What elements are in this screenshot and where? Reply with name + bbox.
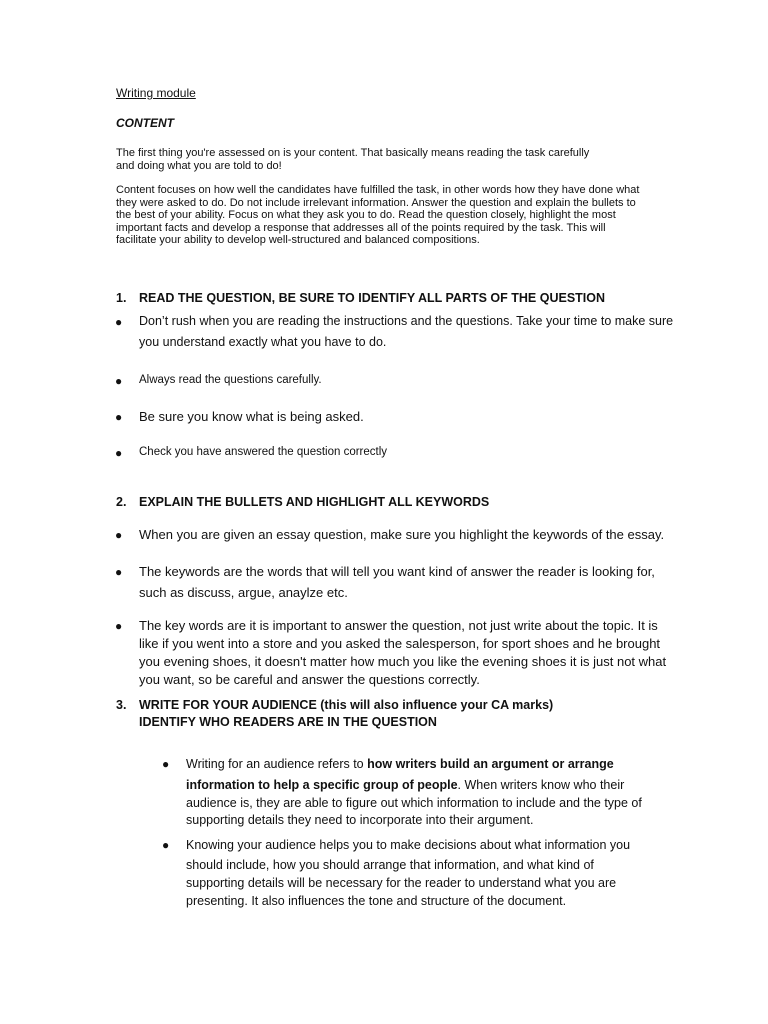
section-3-bullet-1-bold: how writers build an argument or arrange (367, 757, 614, 771)
bullet-icon: ● (115, 528, 123, 542)
section-2-bullet-1: When you are given an essay question, make sure you highlight the keywords of the essay. (139, 527, 665, 542)
bullet-icon: ● (115, 374, 123, 388)
section-1-heading (116, 291, 676, 307)
bullet-icon: ● (115, 410, 123, 424)
section-3-bullet-1-line-4: supporting details they need to incorporate into their argument. (186, 813, 534, 827)
section-1-bullet-1-line-1: Don’t rush when you are reading the instructions and the questions. Take your time to make sure (139, 314, 674, 328)
section-1-bullet-4: Check you have answered the question correctly (139, 446, 388, 458)
intro-paragraph-2-line: Content focuses on how well the candidates have fulfilled the task, in other words how they have done what (116, 184, 640, 196)
section-3-bullet-1-line-2 (186, 778, 624, 792)
section-3-bullet-2-line-3: supporting details will be necessary for the reader to understand what you are (186, 876, 617, 890)
section-2-bullet-3-line-1: The key words are it is important to answer the question, not just write about the topic. It is (139, 618, 658, 633)
intro-paragraph-2-line: facilitate your ability to develop well-structured and balanced compositions. (116, 234, 480, 247)
intro-paragraph-2-line: important facts and develop a response that addresses all of the points required by the task. This will (116, 221, 606, 234)
intro-paragraph-2-line: they were asked to do. Do not include irrelevant information. Answer the question and explain the bullets to (116, 196, 636, 209)
section-1-number: 1. (116, 291, 127, 305)
bullet-icon: ● (162, 757, 170, 771)
bullet-icon: ● (115, 565, 123, 579)
section-3-number: 3. (116, 698, 127, 712)
section-3-bullet-1-line-1 (186, 757, 614, 771)
section-1-bullet-2: Always read the questions carefully. (139, 374, 322, 386)
section-2-bullet-3-line-3: you evening shoes, it doesn't matter how much you like the evening shoes it is just not what (139, 654, 667, 669)
section-2-bullet-3-line-2: like if you went into a store and you asked the salesperson, for sport shoes and he brought (139, 636, 661, 651)
section-3-bullet-1-plain: Writing for an audience refers to (186, 757, 368, 771)
section-1-bullet-3: Be sure you know what is being asked. (139, 409, 364, 424)
intro-paragraph-1-line: and doing what you are told to do! (116, 159, 282, 172)
section-3-heading-line-2: IDENTIFY WHO READERS ARE IN THE QUESTION (139, 715, 437, 729)
intro-paragraph-2-line: the best of your ability. Focus on what they ask you to do. Read the question closely, highlight the most (116, 209, 616, 222)
section-1-heading-text: READ THE QUESTION, BE SURE TO IDENTIFY ALL PARTS OF THE QUESTION (139, 291, 606, 305)
section-2-heading (116, 495, 676, 511)
content-label: CONTENT (116, 116, 174, 130)
section-3-bullet-1-bold-2: information to help a specific group of people (186, 778, 458, 792)
section-3-bullet-2-line-4: presenting. It also influences the tone and structure of the document. (186, 894, 567, 908)
intro-paragraph-1 (116, 147, 676, 172)
section-2-heading-text: EXPLAIN THE BULLETS AND HIGHLIGHT ALL KEYWORDS (139, 495, 490, 509)
section-2-bullet-2-line-1: The keywords are the words that will tell you want kind of answer the reader is looking for, (139, 564, 655, 579)
section-2-bullet-3-line-4: you want, so be careful and answer the questions correctly. (139, 672, 480, 687)
intro-paragraph-2 (116, 184, 676, 247)
bullet-icon: ● (115, 619, 123, 633)
section-3-bullet-1-plain-2: . When writers know who their (457, 778, 625, 792)
section-2-number: 2. (116, 495, 127, 509)
section-3-heading (116, 697, 676, 733)
section-1-bullet-1-line-2: you understand exactly what you have to do. (139, 335, 387, 349)
intro-paragraph-1-line: The first thing you're assessed on is your content. That basically means reading the task carefully (116, 147, 590, 159)
module-title: Writing module (116, 86, 196, 100)
section-3-heading-line-1: WRITE FOR YOUR AUDIENCE (this will also influence your CA marks) (139, 698, 554, 712)
section-2-bullet-2-line-2: such as discuss, argue, anaylze etc. (139, 585, 348, 600)
section-3-bullet-2-line-2: should include, how you should arrange that information, and what kind of (186, 858, 594, 872)
section-3-bullet-2-line-1: Knowing your audience helps you to make decisions about what information you (186, 838, 631, 852)
bullet-icon: ● (162, 838, 170, 852)
section-3-bullet-1-line-3: audience is, they are able to figure out which information to include and the type of (186, 796, 642, 810)
bullet-icon: ● (115, 446, 123, 460)
bullet-icon: ● (115, 315, 123, 329)
